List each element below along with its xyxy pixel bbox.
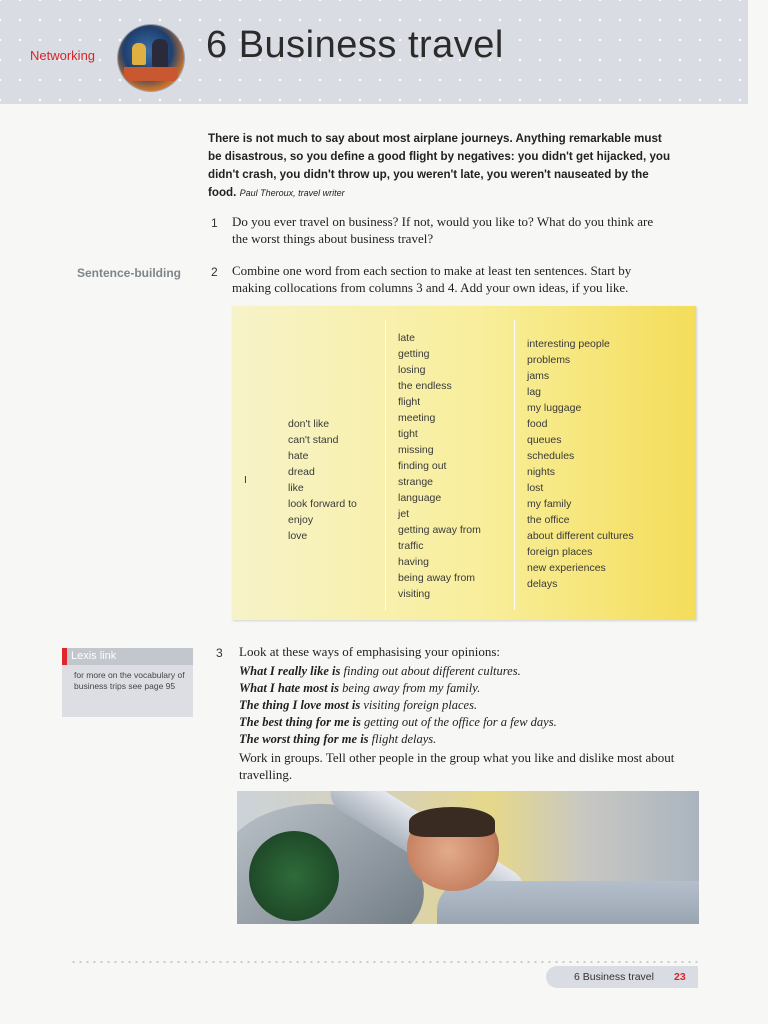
table-column-4 [527,336,634,592]
table-word: problems [527,354,571,366]
footer-dotted-rule [70,960,698,964]
table-word: don't like [288,418,330,430]
table-word: dread [288,466,315,478]
table-word: about different cultures [527,530,634,542]
table-word: schedules [527,450,575,462]
emphasis-example [239,714,557,731]
table-word: enjoy [288,514,314,526]
sleeping-traveller-photo [237,791,699,924]
page-header [0,0,748,104]
table-word: I [244,474,247,486]
exercise-2-number: 2 [211,265,218,279]
table-word: missing [398,444,434,456]
emphasis-example [239,680,480,697]
table-word: language [398,492,442,504]
table-word: losing [398,364,426,376]
emphasis-completion: visiting foreign places. [360,698,478,712]
exercise-1-number: 1 [211,216,218,230]
emphasis-phrase: What I really like is [239,664,341,678]
table-word: late [398,332,415,344]
exercise-1-text: Do you ever travel on business? If not, would you like to? What do you think are the worst things about business travel? [232,214,654,246]
lexis-link-box [62,648,193,717]
table-word: food [527,418,548,430]
emphasis-phrase: The thing I love most is [239,698,361,712]
unit-title: 6 Business travel [206,24,504,66]
table-word: the office [527,514,570,526]
emphasis-completion: getting out of the office for a few days. [360,715,557,729]
emphasis-example [239,731,436,748]
emphasis-completion: flight delays. [368,732,437,746]
emphasis-completion: being away from my family. [339,681,481,695]
table-word: the endless [398,380,452,392]
table-word: getting away from [398,524,481,536]
table-word: tight [398,428,418,440]
lexis-link-text: for more on the vocabulary of business trips see page 95 [74,670,185,691]
table-column-3 [398,330,481,602]
emphasis-example [239,663,521,680]
table-word: can't stand [288,434,339,446]
table-word: getting [398,348,430,360]
page-number: 23 [674,971,686,983]
table-word: love [288,530,308,542]
exercise-3-number: 3 [216,646,223,660]
exercise-3-task: Work in groups. Tell other people in the group what you like and dislike most about travelling. [239,750,675,782]
table-word: my family [527,498,572,510]
table-word: meeting [398,412,436,424]
emphasis-phrase: What I hate most is [239,681,340,695]
section-label: Networking [30,48,96,63]
table-word: lag [527,386,542,398]
table-word: jams [527,370,550,382]
table-word: delays [527,578,558,590]
networking-badge-image [118,25,184,91]
collocation-table [232,306,696,620]
column-divider [385,320,386,610]
intro-quote [208,130,678,202]
exercise-3-intro: Look at these ways of emphasising your opinions: [239,644,501,659]
column-divider [514,320,515,610]
table-word: interesting people [527,338,610,350]
quote-text: There is not much to say about most airplane journeys. Anything remarkable must be disastrous, so you define a good flight by negatives: you didn't get hijacked, you didn't crash, you didn't throw up, you weren't late, you weren't nauseated by the food. [208,132,671,199]
emphasis-phrase: The worst thing for me is [239,732,369,746]
table-word: finding out [398,460,447,472]
footer-title: 6 Business travel [574,971,654,983]
exercise-2-text: Combine one word from each section to make at least ten sentences. Start by making collocations from columns 3 and 4. Add your own ideas, if you like. [232,263,632,295]
sentence-building-label: Sentence-building [77,266,182,280]
table-word: visiting [398,588,431,600]
lexis-link-title: Lexis link [62,648,193,665]
table-word: strange [398,476,434,488]
emphasis-phrase: The best thing for me is [239,715,361,729]
table-column-1 [244,472,247,488]
table-word: having [398,556,429,568]
table-word: being away from [398,572,476,584]
table-word: foreign places [527,546,593,558]
table-word: lost [527,482,544,494]
table-word: look forward to [288,498,357,510]
emphasis-example [239,697,477,714]
emphasis-completion: finding out about different cultures. [340,664,521,678]
table-word: like [288,482,304,494]
table-word: my luggage [527,402,582,414]
table-word: new experiences [527,562,606,574]
quote-author: Paul Theroux, travel writer [239,188,345,198]
table-word: queues [527,434,562,446]
table-word: hate [288,450,309,462]
table-word: jet [398,508,410,520]
page-footer [546,966,698,988]
table-column-2 [288,416,357,544]
table-word: traffic [398,540,424,552]
table-word: nights [527,466,556,478]
table-word: flight [398,396,421,408]
